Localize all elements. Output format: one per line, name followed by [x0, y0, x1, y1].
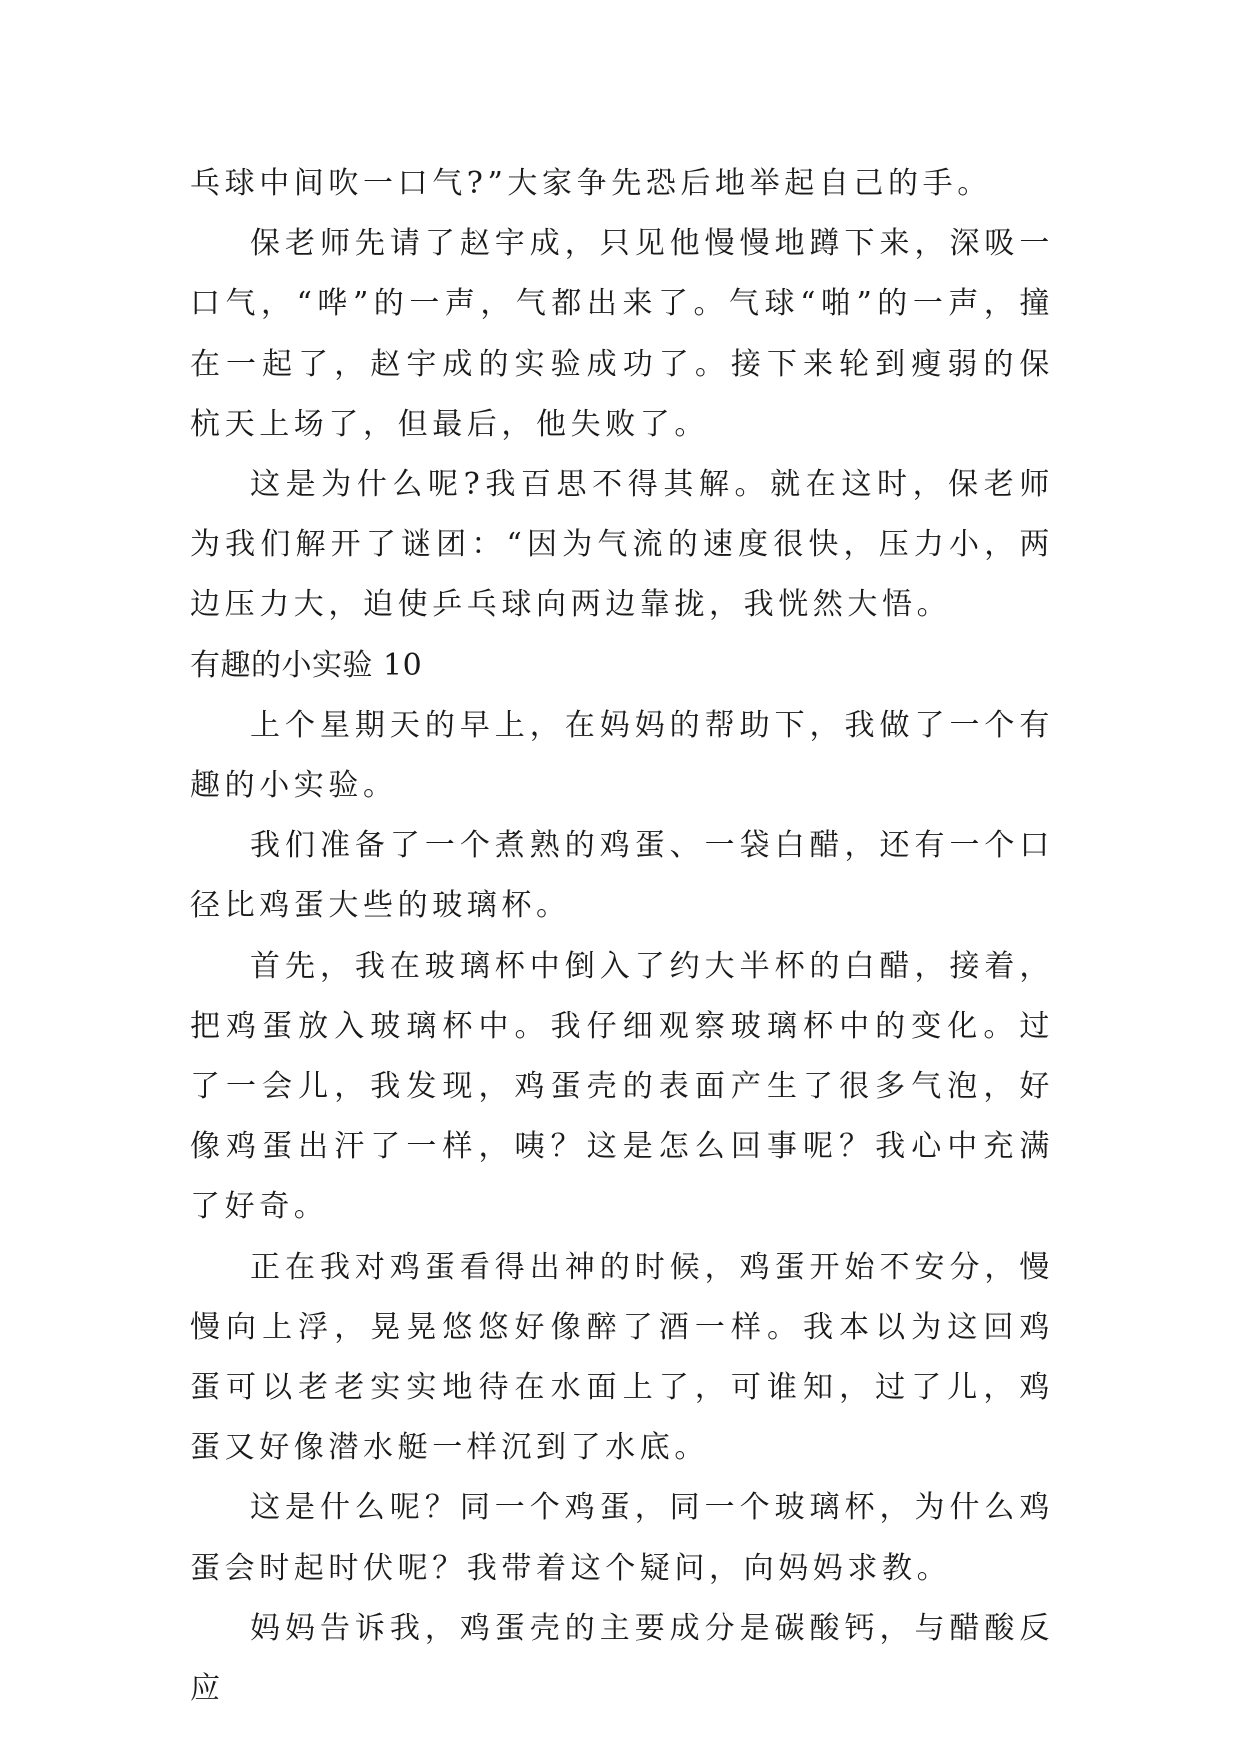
paragraph: 正在我对鸡蛋看得出神的时候，鸡蛋开始不安分，慢慢向上浮，晃晃悠悠好像醉了酒一样。我本以为这回鸡蛋可以老老实实地待在水面上了，可谁知，过了儿，鸡蛋又好像潜水艇一样沉到了水底。: [190, 1249, 1054, 1466]
paragraph: 这是为什么呢?我百思不得其解。就在这时，保老师为我们解开了谜团：“因为气流的速度很快，压力小，两边压力大，迫使乒乓球向两边靠拢，我恍然大悟。: [190, 467, 1054, 623]
paragraph-continued: 乓球中间吹一口气?”大家争先恐后地举起自己的手。: [190, 166, 992, 201]
paragraph: 这是什么呢？同一个鸡蛋，同一个玻璃杯，为什么鸡蛋会时起时伏呢？我带着这个疑问，向妈妈求教。: [190, 1490, 1054, 1586]
paragraph: 首先，我在玻璃杯中倒入了约大半杯的白醋，接着，把鸡蛋放入玻璃杯中。我仔细观察玻璃杯中的变化。过了一会儿，我发现，鸡蛋壳的表面产生了很多气泡，好像鸡蛋出汗了一样，咦？这是怎么回事呢？我心中充满了好奇。: [190, 948, 1054, 1225]
paragraph: 上个星期天的早上，在妈妈的帮助下，我做了一个有趣的小实验。: [190, 707, 1054, 804]
paragraph: 妈妈告诉我，鸡蛋壳的主要成分是碳酸钙，与醋酸反应: [190, 1610, 1054, 1707]
paragraph: 保老师先请了赵宇成，只见他慢慢地蹲下来，深吸一口气，“哗”的一声，气都出来了。气球“啪”的一声，撞在一起了，赵宇成的实验成功了。接下来轮到瘦弱的保杭天上场了，但最后，他失败了。: [190, 226, 1054, 442]
section-heading: 有趣的小实验 10: [190, 647, 423, 683]
paragraph: 我们准备了一个煮熟的鸡蛋、一袋白醋，还有一个口径比鸡蛋大些的玻璃杯。: [190, 828, 1054, 924]
document-body: [190, 154, 1054, 1719]
